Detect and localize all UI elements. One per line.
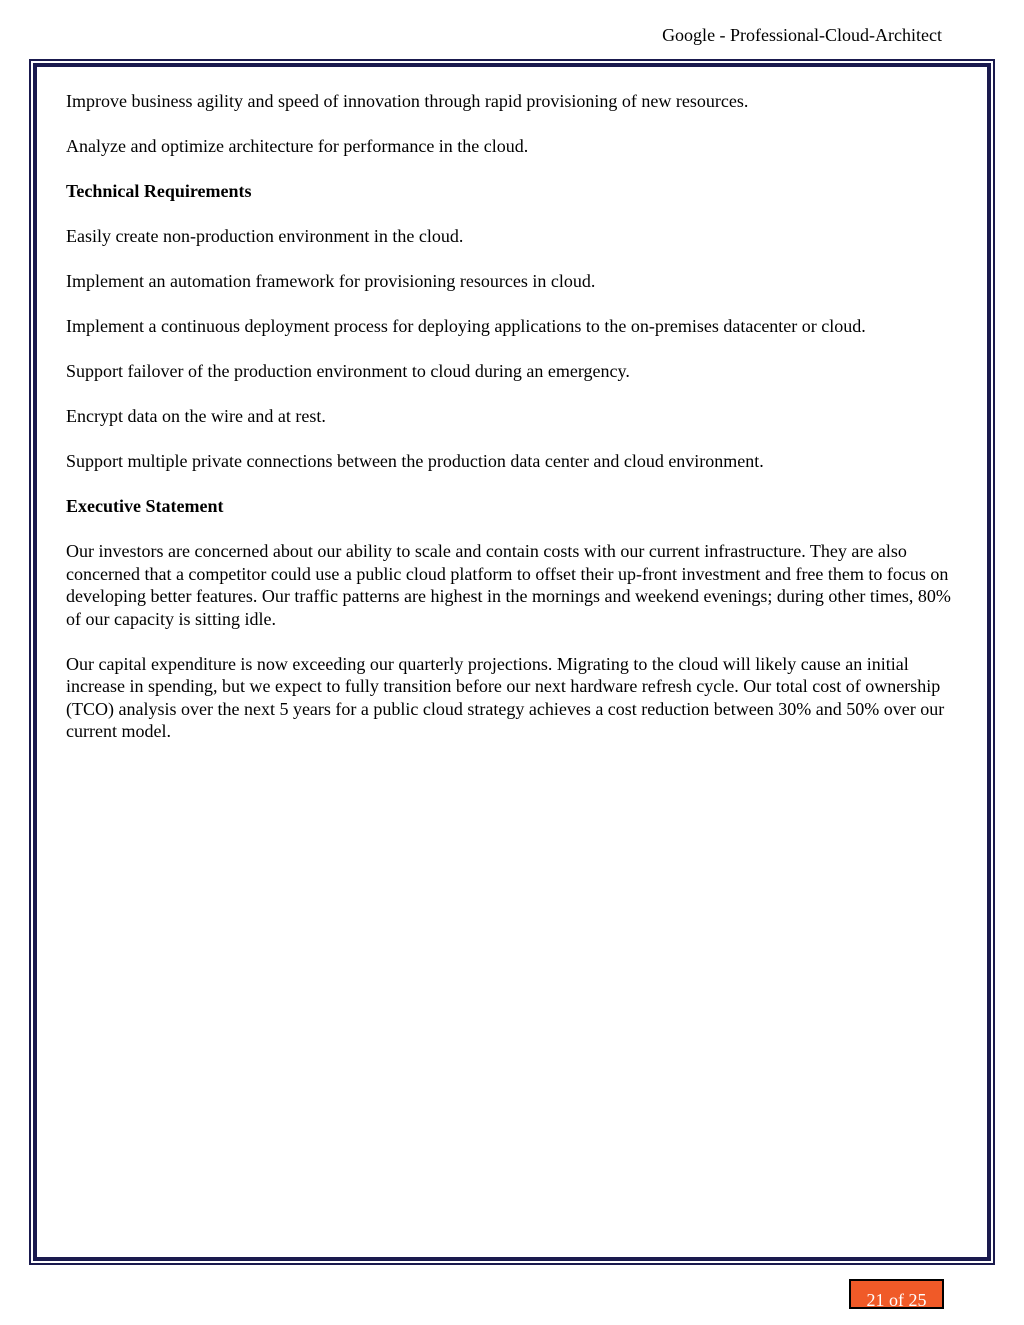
heading-technical-requirements: Technical Requirements xyxy=(66,181,252,201)
requirement-non-production-env: Easily create non-production environment in the cloud. xyxy=(66,226,464,246)
document-header-title: Google - Professional-Cloud-Architect xyxy=(662,25,942,45)
document-body xyxy=(66,90,961,765)
heading-executive-statement: Executive Statement xyxy=(66,496,224,516)
paragraph-investors-concerns: Our investors are concerned about our ability to scale and contain costs with our current infrastructure. They are also concerned that a competitor could use a public cloud platform to offset their up-front investment and free them to focus on developing better features. Our traffic patterns are highest in the mornings and weekend evenings; during other times, 80% of our capacity is sitting idle. xyxy=(66,541,951,629)
requirement-encrypt-data: Encrypt data on the wire and at rest. xyxy=(66,406,326,426)
paragraph-capital-expenditure: Our capital expenditure is now exceeding our quarterly projections. Migrating to the cloud will likely cause an initial increase in spending, but we expect to fully transition before our next hardware refresh cycle. Our total cost of ownership (TCO) analysis over the next 5 years for a public cloud strategy achieves a cost reduction between 30% and 50% over our current model. xyxy=(66,653,945,741)
requirement-private-connections: Support multiple private connections between the production data center and cloud environment. xyxy=(66,451,764,471)
page-number-badge: 21 of 25 xyxy=(849,1279,944,1309)
requirement-continuous-deployment: Implement a continuous deployment process for deploying applications to the on-premises datacenter or cloud. xyxy=(66,316,866,336)
requirement-failover: Support failover of the production environment to cloud during an emergency. xyxy=(66,361,630,381)
requirement-automation-framework: Implement an automation framework for provisioning resources in cloud. xyxy=(66,271,596,291)
paragraph-optimize-architecture: Analyze and optimize architecture for performance in the cloud. xyxy=(66,136,529,156)
paragraph-business-agility: Improve business agility and speed of innovation through rapid provisioning of new resources. xyxy=(66,91,749,111)
